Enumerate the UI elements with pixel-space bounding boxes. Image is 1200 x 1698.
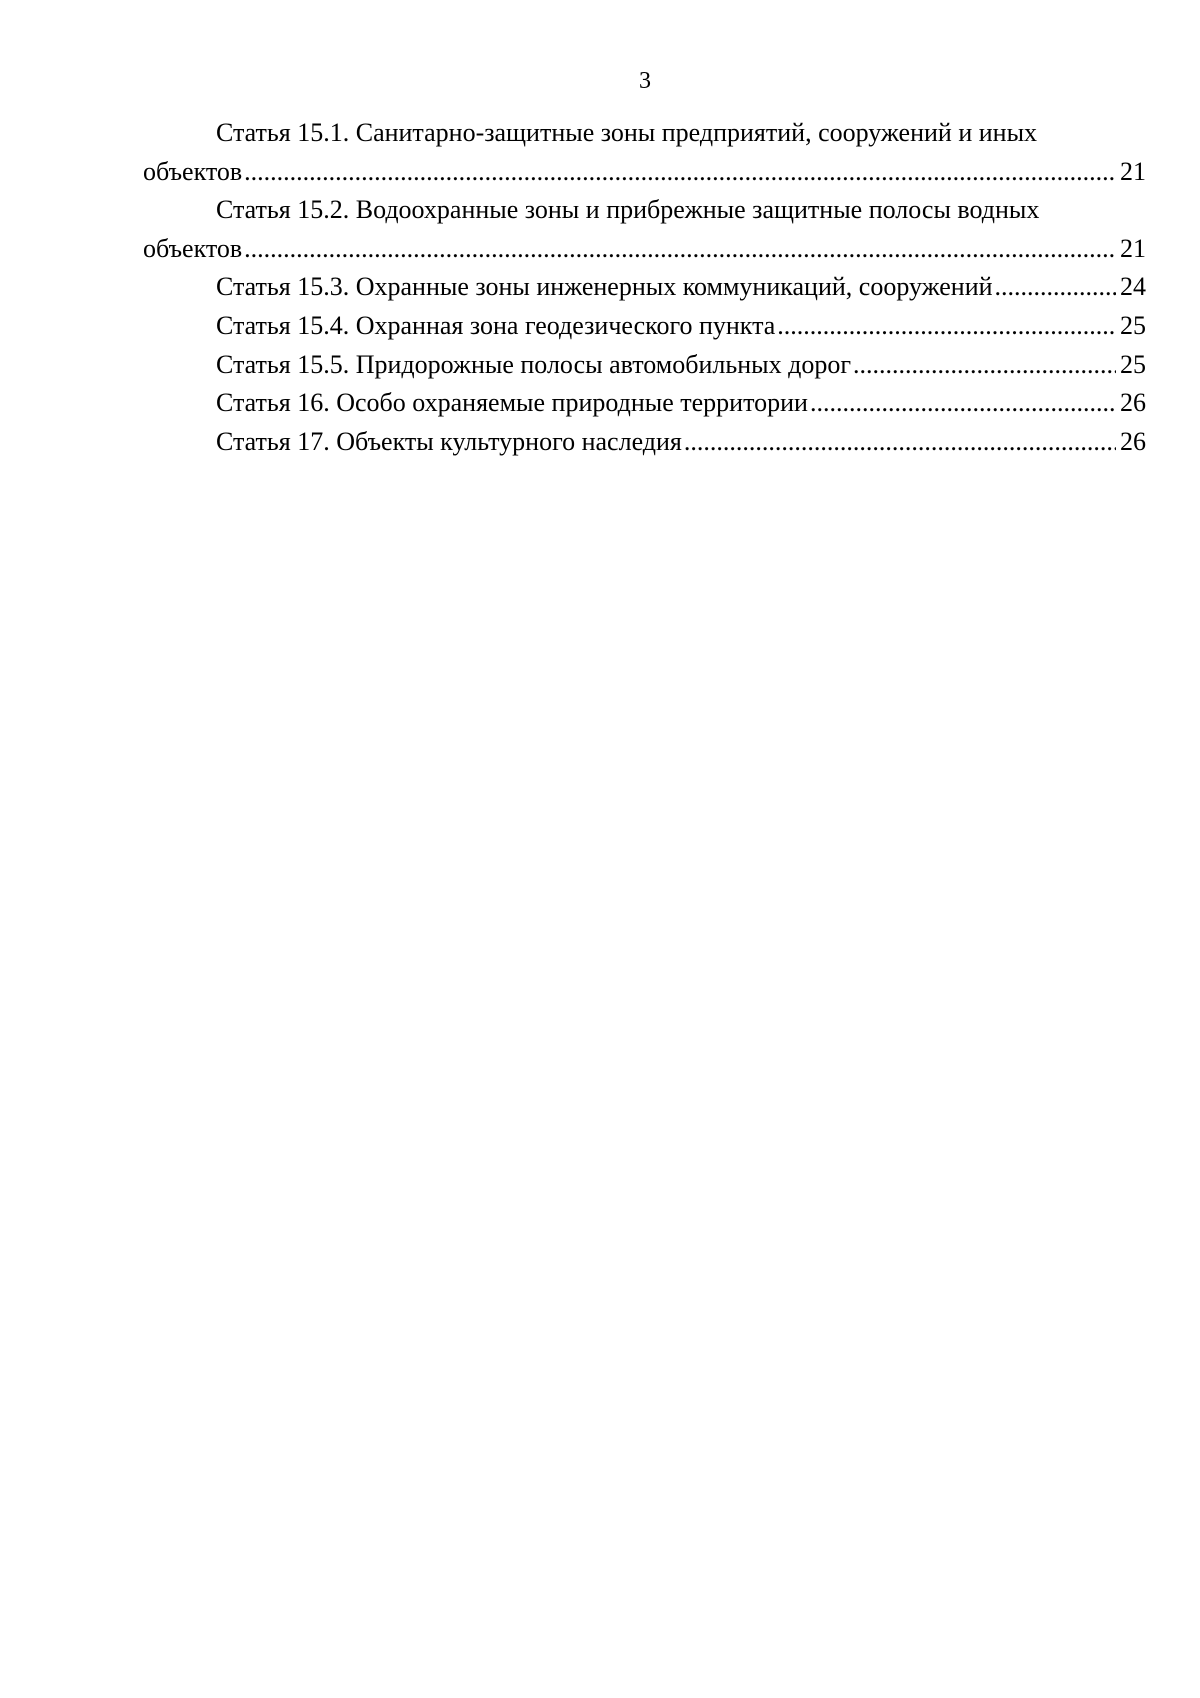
toc-entry-title: Статья 17. Объекты культурного наследия — [216, 426, 682, 456]
toc-entry-page: 24 — [1120, 272, 1146, 302]
toc-entry-title: Статья 15.3. Охранные зоны инженерных коммуникаций, сооружений — [216, 272, 993, 302]
toc-leader-dots — [810, 384, 1116, 423]
toc-entry-line — [143, 346, 1146, 385]
toc-entry-title: Статья 15.5. Придорожные полосы автомобильных дорог — [216, 349, 851, 379]
toc-entry-page: 25 — [1120, 349, 1146, 379]
toc-leader-dots — [995, 268, 1116, 307]
toc-entry-title: Статья 15.4. Охранная зона геодезического пункта — [216, 310, 776, 340]
toc-entry-page: 26 — [1120, 426, 1146, 456]
table-of-contents — [143, 114, 1146, 461]
toc-entry-line — [143, 307, 1146, 346]
toc-entry-page: 25 — [1120, 310, 1146, 340]
toc-entry-page: 21 — [1120, 156, 1146, 186]
toc-entry-15-2[interactable] — [143, 191, 1146, 268]
toc-entry-15-3[interactable] — [143, 268, 1146, 307]
toc-entry-line — [143, 268, 1146, 307]
toc-entry-16[interactable] — [143, 384, 1146, 423]
toc-entry-title: Статья 15.1. Санитарно-защитные зоны предприятий, сооружений и иных — [216, 118, 1038, 147]
toc-entry-page: 21 — [1120, 233, 1146, 263]
page-number: 3 — [639, 68, 651, 94]
toc-entry-line — [143, 114, 1146, 153]
toc-entry-title-continued: объектов — [143, 233, 243, 263]
toc-entry-15-1[interactable] — [143, 114, 1146, 191]
toc-entry-17[interactable] — [143, 423, 1146, 462]
toc-leader-dots — [777, 307, 1116, 346]
toc-entry-line — [143, 384, 1146, 423]
toc-leader-dots — [853, 346, 1116, 385]
toc-entry-line — [143, 230, 1146, 269]
toc-entry-title-continued: объектов — [143, 156, 243, 186]
toc-entry-line — [143, 191, 1146, 230]
toc-leader-dots — [684, 423, 1116, 462]
toc-entry-title: Статья 16. Особо охраняемые природные территории — [216, 388, 808, 418]
toc-entry-15-5[interactable] — [143, 346, 1146, 385]
toc-entry-page: 26 — [1120, 388, 1146, 418]
toc-leader-dots — [244, 153, 1116, 192]
toc-entry-title: Статья 15.2. Водоохранные зоны и прибрежные защитные полосы водных — [216, 195, 1040, 225]
toc-leader-dots — [244, 230, 1116, 269]
toc-entry-15-4[interactable] — [143, 307, 1146, 346]
toc-entry-line — [143, 153, 1146, 192]
toc-entry-line — [143, 423, 1146, 462]
